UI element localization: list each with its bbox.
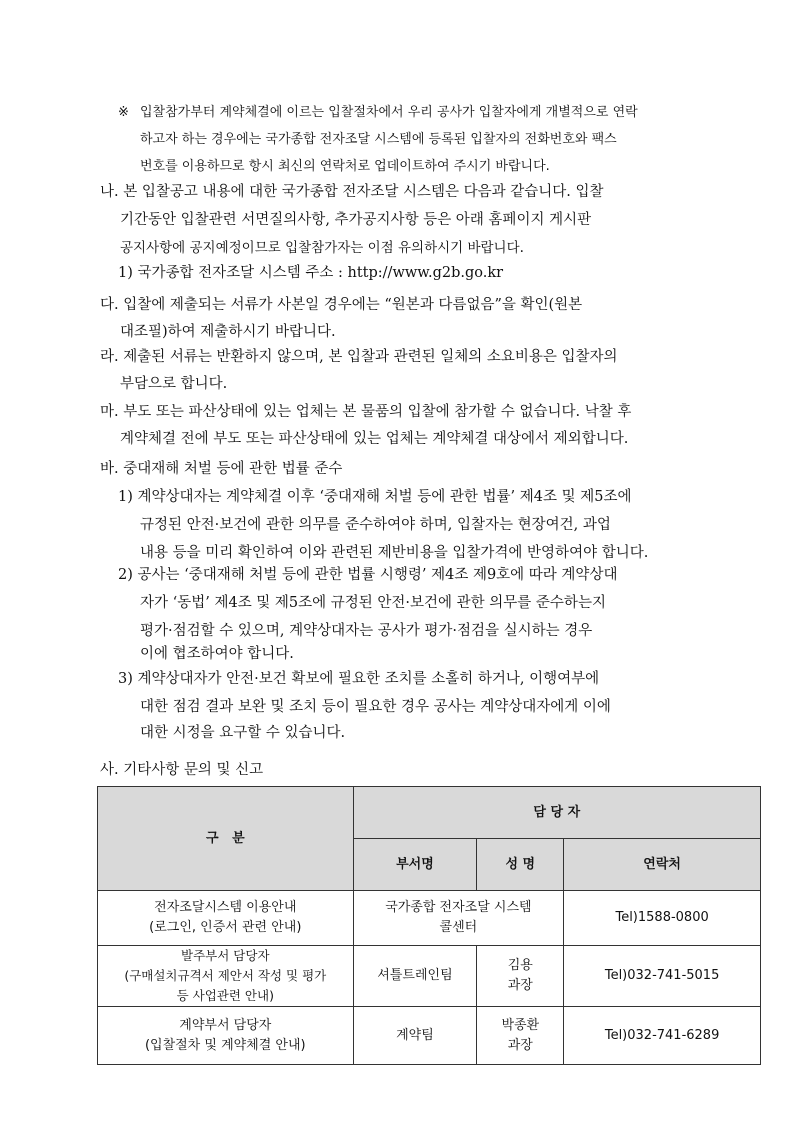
section-sa-title: 사. 기타사항 문의 및 신고: [100, 762, 264, 778]
note-line-1: 입찰참가부터 계약체결에 이르는 입찰절차에서 우리 공사가 입찰자에게 개별적으로 연락: [140, 105, 638, 120]
section-ba-item2-line-3: 평가·점검할 수 있으며, 계약상대자는 공사가 평가·점검을 실시하는 경우: [140, 623, 593, 639]
row-name: 박종환 과장: [477, 1007, 564, 1065]
header-name: 성 명: [477, 839, 564, 891]
row-contact: Tel)032-741-5015: [564, 946, 761, 1007]
section-ba-item2-line-4: 이에 협조하여야 합니다.: [140, 646, 294, 662]
table-row: [98, 1007, 761, 1065]
section-ba-item2-line-1: 2) 공사는 ‘중대재해 처벌 등에 관한 법률 시행령’ 제4조 제9호에 따라 계약상대: [118, 567, 618, 583]
row-gubun: 계약부서 담당자 (입찰절차 및 계약체결 안내): [98, 1007, 354, 1065]
row-gubun: 전자조달시스템 이용안내 (로그인, 인증서 관련 안내): [98, 891, 354, 946]
section-ba-item3-line-1: 3) 계약상대자가 안전·보건 확보에 필요한 조치를 소홀히 하거나, 이행여부에: [118, 671, 600, 687]
header-contact: 연락처: [564, 839, 761, 891]
row-buseo: 셔틀트레인팀: [353, 946, 477, 1007]
section-ba-item1-line-1: 1) 계약상대자는 계약체결 이후 ‘중대재해 처벌 등에 관한 법률’ 제4조 및 제5조에: [118, 489, 632, 505]
section-ba-item3-line-3: 대한 시정을 요구할 수 있습니다.: [140, 725, 346, 741]
table-header-row-1: [98, 787, 761, 839]
header-damdangja: 담 당 자: [353, 787, 760, 839]
contact-table: [97, 786, 761, 1065]
section-ra-line-2: 부담으로 합니다.: [120, 376, 228, 392]
row-buseo: 계약팀: [353, 1007, 477, 1065]
section-ba-title: 바. 중대재해 처벌 등에 관한 법률 준수: [100, 461, 343, 477]
section-ba-item1-line-2: 규정된 안전·보건에 관한 의무를 준수하여야 하며, 입찰자는 현장여건, 과업: [140, 517, 611, 533]
header-gubun: 구 분: [98, 787, 354, 891]
row-buseo: 국가종합 전자조달 시스템 콜센터: [353, 891, 564, 946]
table-row: [98, 891, 761, 946]
section-ba-item1-line-3: 내용 등을 미리 확인하여 이와 관련된 제반비용을 입찰가격에 반영하여야 합니다.: [140, 545, 649, 561]
header-buseo: 부서명: [353, 839, 477, 891]
note-line-2: 하고자 하는 경우에는 국가종합 전자조달 시스템에 등록된 입찰자의 전화번호와 팩스: [140, 132, 617, 147]
section-da-line-1: 다. 입찰에 제출되는 서류가 사본일 경우에는 “원본과 다름없음”을 확인(원본: [100, 297, 583, 313]
section-ma-line-1: 마. 부도 또는 파산상태에 있는 업체는 본 물품의 입찰에 참가할 수 없습니다. 낙찰 후: [100, 404, 632, 420]
section-ba-item2-line-2: 자가 ‘동법’ 제4조 및 제5조에 규정된 안전·보건에 관한 의무를 준수하는지: [140, 595, 606, 611]
section-na-line-1: 나. 본 입찰공고 내용에 대한 국가종합 전자조달 시스템은 다음과 같습니다. 입찰: [100, 184, 604, 200]
row-contact: Tel)032-741-6289: [564, 1007, 761, 1065]
section-na-line-2: 기간동안 입찰관련 서면질의사항, 추가공지사항 등은 아래 홈페이지 게시판: [120, 212, 592, 228]
row-gubun: 발주부서 담당자 (구매설치규격서 제안서 작성 및 평가 등 사업관련 안내): [98, 946, 354, 1007]
section-da-line-2: 대조필)하여 제출하시기 바랍니다.: [120, 324, 336, 340]
note-line-3: 번호를 이용하므로 항시 최신의 연락처로 업데이트하여 주시기 바랍니다.: [140, 159, 550, 174]
table-row: [98, 946, 761, 1007]
section-na-line-3: 공지사항에 공지예정이므로 입찰참가자는 이점 유의하시기 바랍니다.: [120, 240, 524, 256]
row-name: 김용 과장: [477, 946, 564, 1007]
section-ma-line-2: 계약체결 전에 부도 또는 파산상태에 있는 업체는 계약체결 대상에서 제외합니다.: [120, 431, 629, 447]
g2b-url-line: 1) 국가종합 전자조달 시스템 주소 : http://www.g2b.go.kr: [118, 265, 504, 281]
row-contact: Tel)1588-0800: [564, 891, 761, 946]
section-ba-item3-line-2: 대한 점검 결과 보완 및 조치 등이 필요한 경우 공사는 계약상대자에게 이에: [140, 699, 611, 715]
section-ra-line-1: 라. 제출된 서류는 반환하지 않으며, 본 입찰과 관련된 일체의 소요비용은 입찰자의: [100, 349, 618, 365]
note-mark: ※: [118, 105, 129, 120]
